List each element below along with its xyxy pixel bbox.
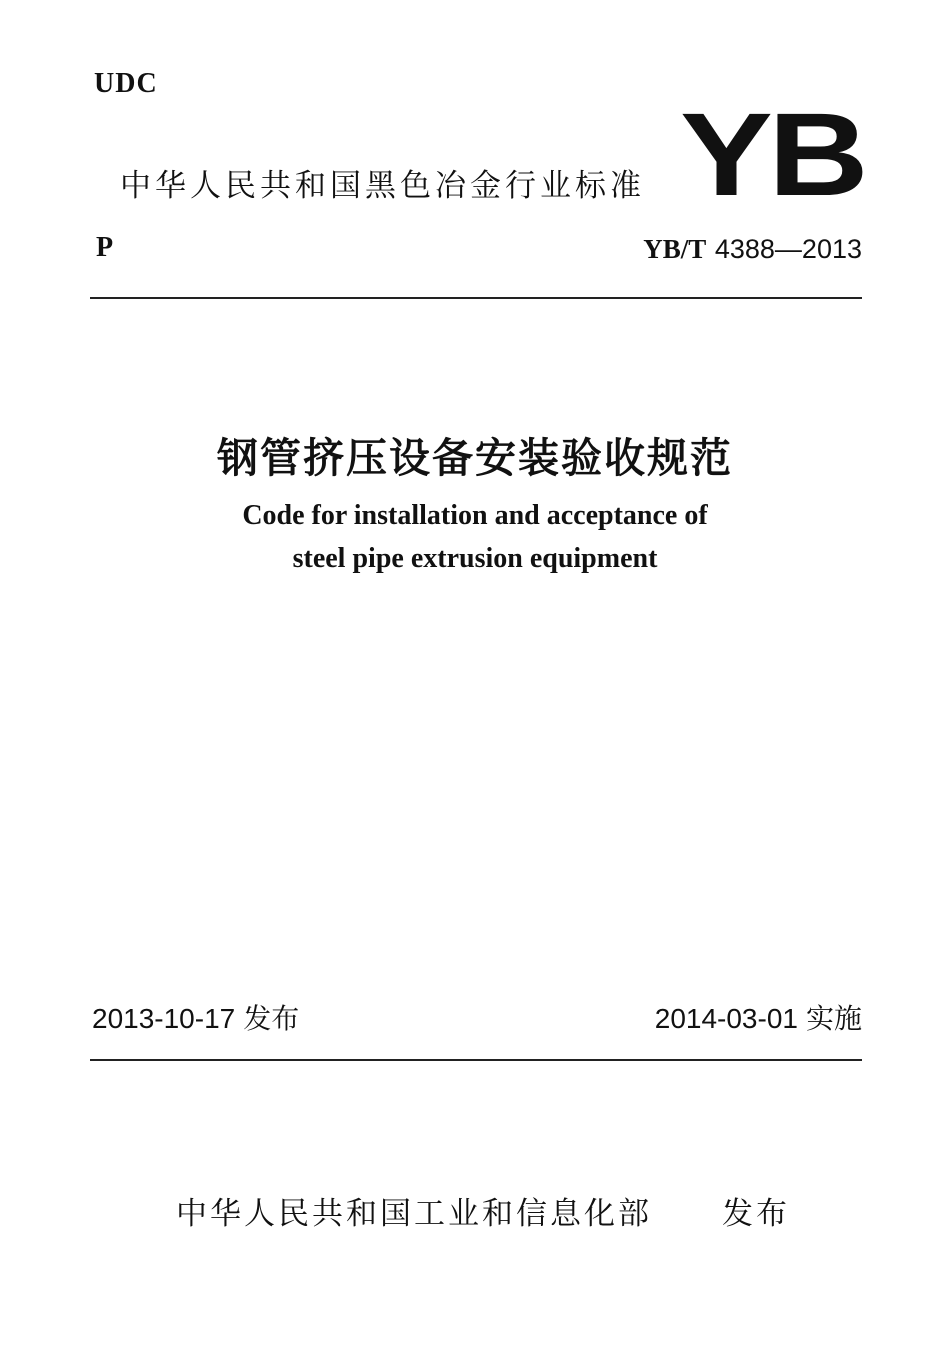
standard-number [643, 234, 862, 265]
category-code: P [96, 232, 114, 263]
issue-date [92, 997, 299, 1037]
top-divider [90, 297, 862, 299]
issue-date-label: 发布 [243, 1002, 300, 1035]
implementation-date [655, 997, 862, 1037]
english-title-line1: Code for installation and acceptance of [242, 500, 708, 531]
publish-label: 发布 [722, 1196, 790, 1232]
publisher-name: 中华人民共和国工业和信息化部 [176, 1196, 652, 1232]
standard-number-value: 4388—2013 [714, 234, 862, 264]
english-title-line2: steel pipe extrusion equipment [292, 543, 658, 574]
standard-type-title: 中华人民共和国黑色冶金行业标准 [120, 168, 645, 204]
chinese-title: 钢管挤压设备安装验收规范 [217, 434, 733, 482]
bottom-divider [90, 1059, 862, 1061]
implementation-date-label: 实施 [805, 1002, 862, 1035]
issue-date-value: 2013-10-17 [92, 1003, 236, 1034]
standard-number-prefix: YB/T [643, 234, 707, 264]
yb-logo: YB [680, 89, 864, 221]
udc-label: UDC [94, 68, 158, 99]
implementation-date-value: 2014-03-01 [654, 1003, 798, 1034]
